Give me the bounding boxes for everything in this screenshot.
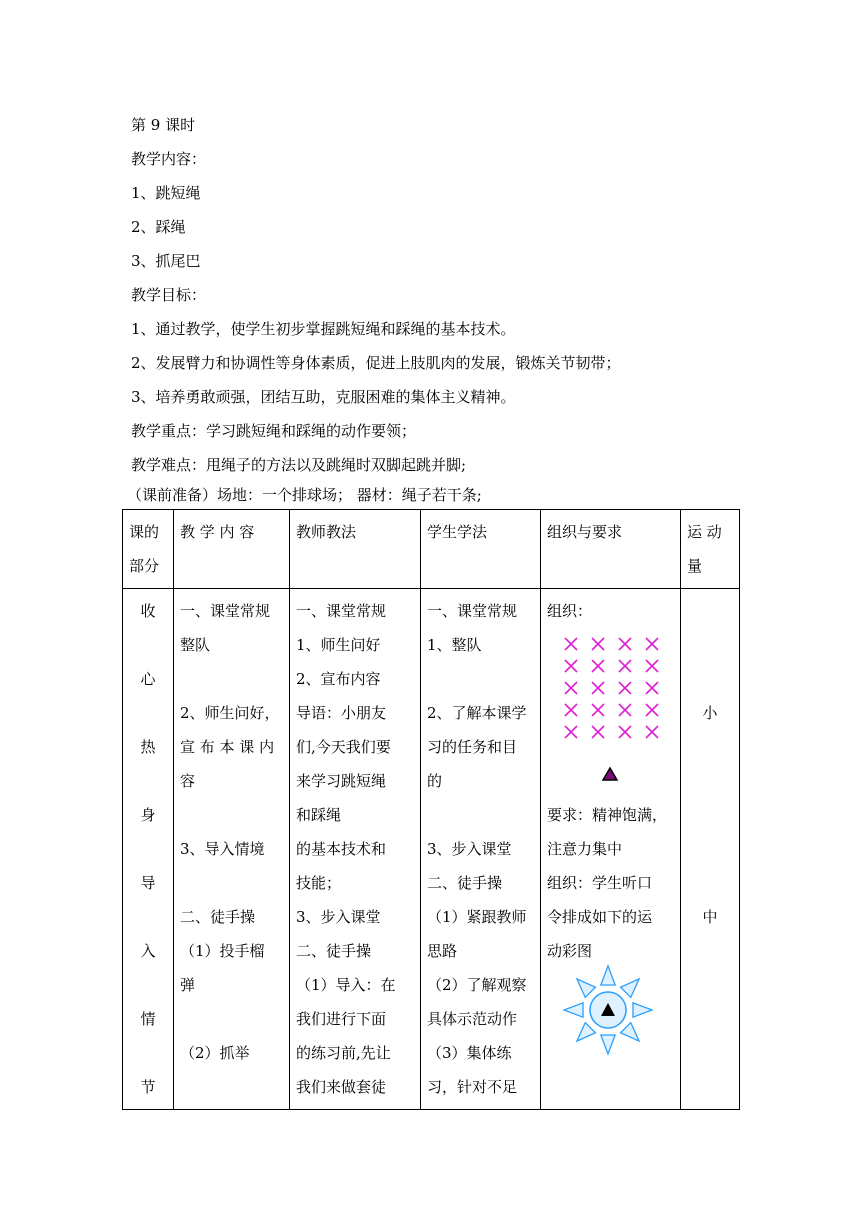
- org-requirement-5: 动彩图: [547, 942, 593, 960]
- lesson-plan-table: [122, 509, 740, 1110]
- student-cross-icon: [565, 704, 577, 716]
- student-cross-icon: [619, 638, 631, 650]
- student-cross-icon: [565, 682, 577, 694]
- amount-mid: 中: [702, 908, 718, 926]
- goal-2: 2、发展臂力和协调性等身体素质，促进上肢肌肉的发展，锻炼关节韧带；: [131, 354, 621, 372]
- difficulty: 教学难点：甩绳子的方法以及跳绳时双脚起跳并脚;: [131, 456, 467, 474]
- goal-1: 1、通过教学，使学生初步掌握跳短绳和踩绳的基本技术。: [131, 320, 516, 338]
- sun-ray-icon: [621, 979, 640, 998]
- org-cell: [541, 589, 681, 1110]
- table-row: [123, 589, 740, 1110]
- org-requirement-1: 要求：精神饱满，: [547, 806, 668, 824]
- student-cross-icon: [646, 638, 658, 650]
- header-teacher: 教师教法: [290, 510, 421, 589]
- header-part: 课的 部分: [123, 510, 174, 589]
- goals-title: 教学目标：: [131, 286, 207, 304]
- amount-cell: [681, 589, 740, 1110]
- sun-formation-icon: [562, 964, 654, 1056]
- sun-ray-icon: [564, 1003, 583, 1017]
- lesson-number: 第 9 课时: [131, 116, 196, 134]
- student-cross-icon: [592, 704, 604, 716]
- student-cross-icon: [646, 704, 658, 716]
- content-item-2: 2、踩绳: [131, 218, 186, 236]
- formation-diagram: [547, 628, 673, 798]
- content-cell: 一、课堂常规 整队 2、师生问好， 宣 布 本 课 内 容 3、导入情境 二、徒手操 （1）投手榴 弹 （2）抓举: [174, 589, 290, 1110]
- sun-ray-icon: [601, 966, 615, 985]
- student-cross-icon: [619, 682, 631, 694]
- table-header-row: [123, 510, 740, 589]
- student-cross-icon: [646, 682, 658, 694]
- org-requirement-2: 注意力集中: [547, 840, 623, 858]
- student-cross-icon: [565, 660, 577, 672]
- part-cell: 收 心 热 身 导 入 情 节: [123, 589, 174, 1110]
- student-cross-icon: [619, 704, 631, 716]
- student-cross-icon: [592, 726, 604, 738]
- org-requirement-4: 令排成如下的运: [547, 908, 653, 926]
- header-org: 组织与要求: [541, 510, 681, 589]
- student-cross-icon: [592, 660, 604, 672]
- key-point: 教学重点：学习跳短绳和踩绳的动作要领；: [131, 422, 417, 440]
- student-cross-icon: [592, 682, 604, 694]
- sun-ray-icon: [601, 1035, 615, 1054]
- sun-ray-icon: [577, 1023, 596, 1042]
- content-item-1: 1、跳短绳: [131, 184, 201, 202]
- sun-ray-icon: [577, 979, 596, 998]
- student-cross-icon: [565, 638, 577, 650]
- student-cross-icon: [619, 726, 631, 738]
- sun-ray-icon: [621, 1023, 640, 1042]
- content-title: 教学内容：: [131, 150, 207, 168]
- teacher-triangle-icon: [603, 768, 617, 780]
- student-cross-icon: [592, 638, 604, 650]
- goal-3: 3、培养勇敢顽强，团结互助，克服困难的集体主义精神。: [131, 388, 516, 406]
- org-requirement-3: 组织：学生听口: [547, 874, 653, 892]
- amount-low: 小: [702, 704, 718, 722]
- student-cross-icon: [565, 726, 577, 738]
- student-cross-grid: [565, 638, 658, 738]
- student-cross-icon: [646, 660, 658, 672]
- teacher-cell: 一、课堂常规 1、师生问好 2、宣布内容 导语：小朋友 们,今天我们要 来学习跳短绳 和踩绳 的基本技术和 技能； 3、步入课堂 二、徒手操 （1）导入：在 我们进行下面 的练习前,先让 我们来做套徒: [290, 589, 421, 1110]
- student-cross-icon: [646, 726, 658, 738]
- student-cell: 一、课堂常规 1、整队 2、了解本课学 习的任务和目 的 3、步入课堂 二、徒手操 （1）紧跟教师 思路 （2）了解观察 具体示范动作 （3）集体练 习，针对不足: [421, 589, 541, 1110]
- org-label: 组织：: [547, 602, 593, 620]
- header-content: 教 学 内 容: [174, 510, 290, 589]
- header-amount: 运 动 量: [681, 510, 740, 589]
- sun-ray-icon: [633, 1003, 652, 1017]
- preparation: （课前准备）场地：一个排球场； 器材：绳子若干条;: [127, 486, 482, 504]
- content-item-3: 3、抓尾巴: [131, 252, 201, 270]
- student-cross-icon: [619, 660, 631, 672]
- header-student: 学生学法: [421, 510, 541, 589]
